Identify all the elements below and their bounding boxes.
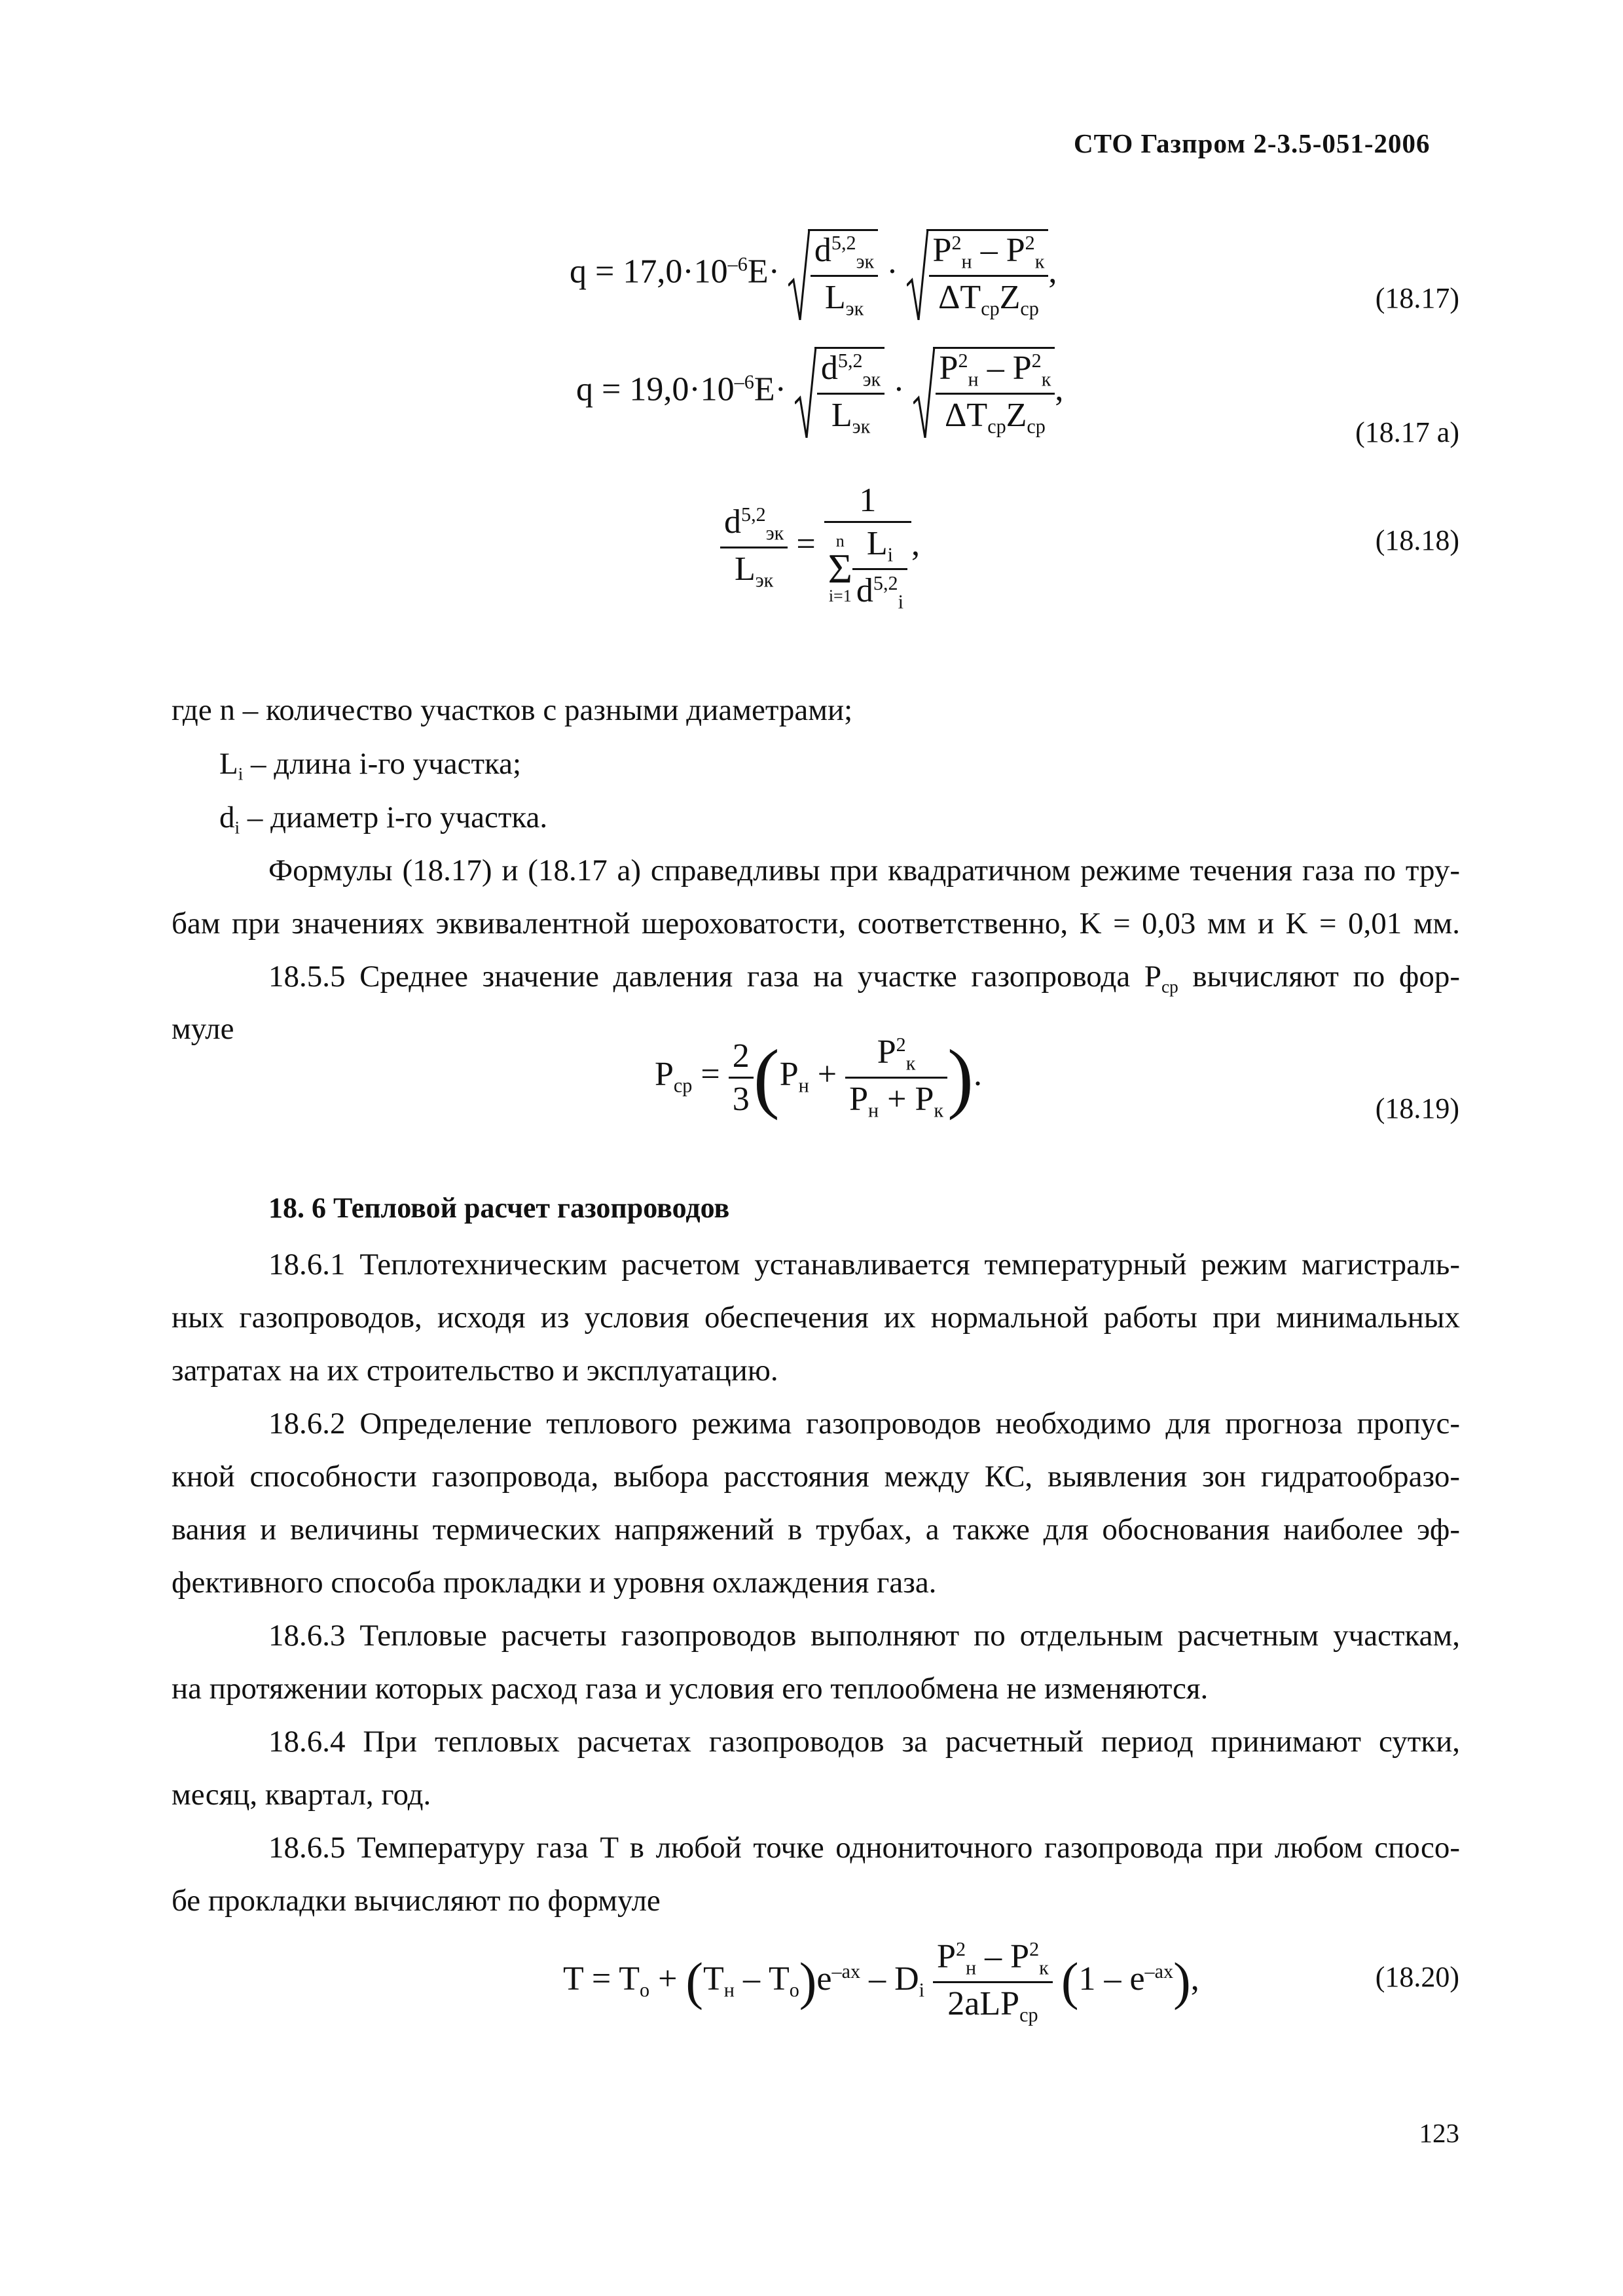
paragraph-line: 18.6.5 Температуру газа T в любой точке однониточного газопровода при любом спосо-	[268, 1831, 1460, 1865]
definition-di: $d_i$ – диаметр i-го участка.	[219, 800, 548, 838]
paragraph-line: на протяжении которых расход газа и условия его теплообмена не изменяются.	[172, 1672, 1209, 1706]
paragraph-line: муле	[172, 1012, 234, 1046]
paragraph-line: Формулы (18.17) и (18.17 а) справедливы при квадратичном режиме течения газа по тру-	[268, 853, 1460, 888]
equation-18-20: $T = T_о + (T_н - T_о)e^{-ax} - D_i$ $\frac{P^2_н - P^2_к}{2aLP_{ср}}$ $(1 - e^{-ax})$,	[563, 1937, 1199, 2026]
paragraph-line: месяц, квартал, год.	[172, 1778, 431, 1812]
equation-18-19: $P_{ср}$ = $\frac{2}{3}$ ($P_н$ + $\frac{P^2_к}{P_н + P_к}$ ).	[655, 1033, 983, 1122]
paragraph-line: бам при значениях эквивалентной шероховатости, соответственно, K = 0,03 мм и K = 0,01 мм.	[172, 906, 1460, 941]
equation-number: (18.18)	[1375, 524, 1459, 556]
paragraph-line: кной способности газопровода, выбора расстояния между КС, выявления зон гидратообразо-	[172, 1460, 1460, 1494]
equation-18-17a: $q = 19,0\cdot 10^{-6}E\cdot$ $\frac{d^{5,2}_{эк}}{L_{эк}}$ · $\frac{P^2_н - P^2_к}{\Delta T_{ср}Z_{ср}}$ ,	[576, 347, 1063, 438]
paragraph-line: фективного способа прокладки и уровня охлаждения газа.	[172, 1566, 937, 1600]
paragraph-line: 18.6.1 Теплотехническим расчетом устанавливается температурный режим магистраль-	[268, 1247, 1460, 1282]
page-number: 123	[1419, 2118, 1459, 2148]
equation-18-17: $q = 17,0\cdot 10^{-6}E\cdot$ $\frac{d^{5,2}_{эк}}{L_{эк}}$ · $\frac{P^2_н - P^2_к}{\Delta T_{ср}Z_{ср}}$ ,	[570, 229, 1057, 320]
equation-number: (18.20)	[1375, 1961, 1459, 1993]
definition-li: $L_i$ – длина i-го участка;	[219, 747, 522, 784]
paragraph-line: 18.6.2 Определение теплового режима газопроводов необходимо для прогноза пропус-	[268, 1407, 1460, 1441]
paragraph-line: ных газопроводов, исходя из условия обеспечения их нормальной работы при минимальных	[172, 1300, 1460, 1335]
equation-18-18: $\frac{d^{5,2}_{эк}}{L_{эк}}$ = 1 n Σ i=1 $\frac{L_i}{d^{5,2}_i}$ ,	[720, 481, 920, 613]
paragraph-line: 18.6.3 Тепловые расчеты газопроводов выполняют по отдельным расчетным участкам,	[268, 1619, 1460, 1653]
paragraph-line: затратах на их строительство и эксплуатацию.	[172, 1354, 778, 1388]
equation-number: (18.17)	[1375, 282, 1459, 314]
paragraph-line: 18.5.5 Среднее значение давления газа на участке газопровода $P_{ср}$ вычисляют по фор-	[268, 960, 1460, 997]
equation-number: (18.17 а)	[1355, 416, 1459, 448]
document-header: СТО Газпром 2-3.5-051-2006	[1074, 128, 1431, 158]
equation-number: (18.19)	[1375, 1092, 1459, 1124]
definition-n: где n – количество участков с разными диаметрами;	[172, 693, 853, 727]
section-heading: 18. 6 Тепловой расчет газопроводов	[268, 1192, 730, 1224]
paragraph-line: бе прокладки вычисляют по формуле	[172, 1884, 661, 1918]
paragraph-line: вания и величины термических напряжений в трубах, а также для обоснования наиболее эф-	[172, 1513, 1460, 1547]
paragraph-line: 18.6.4 При тепловых расчетах газопроводов за расчетный период принимают сутки,	[268, 1725, 1460, 1759]
